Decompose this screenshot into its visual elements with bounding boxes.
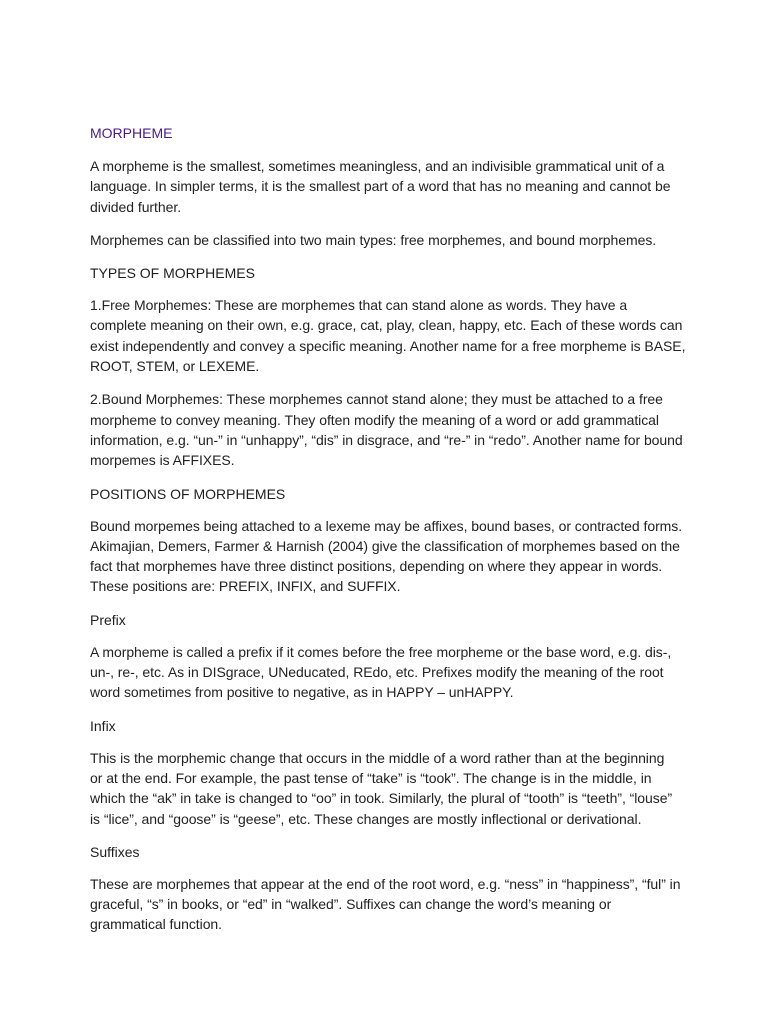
text-line: These positions are: PREFIX, INFIX, and SUFFIX. (90, 578, 401, 595)
text-line: exist independently and convey a specific meaning. Another name for a free morpheme is BASE, (90, 337, 686, 354)
text-line: This is the morphemic change that occurs in the middle of a word rather than at the beginning (90, 749, 665, 766)
text-line: Morphemes can be classified into two main types: free morphemes, and bound morphemes. (90, 231, 657, 248)
text-line: word sometimes from positive to negative, as in HAPPY – unHAPPY. (90, 684, 514, 701)
text-line: information, e.g. “un-” in “unhappy”, “dis” in disgrace, and “re-” in “redo”. Another name for bound (90, 431, 683, 448)
intro-paragraph (90, 156, 686, 217)
text-line: language. In simpler terms, it is the smallest part of a word that has no meaning and cannot be (90, 178, 671, 195)
text-line: These are morphemes that appear at the end of the root word, e.g. “ness” in “happiness”, “ful” in (90, 875, 681, 892)
suffixes-heading: Suffixes (90, 843, 140, 860)
positions-heading: POSITIONS OF MORPHEMES (90, 485, 286, 502)
text-line: 2.Bound Morphemes: These morphemes cannot stand alone; they must be attached to a free (90, 391, 663, 408)
free-morphemes-paragraph (90, 295, 686, 376)
bound-morphemes-paragraph (90, 389, 686, 470)
positions-paragraph (90, 516, 686, 597)
document-page (90, 123, 686, 948)
text-line: fact that morphemes have three distinct positions, depending on where they appear in words. (90, 558, 663, 575)
text-line: un-, re-, etc. As in DISgrace, UNeducated, REdo, etc. Prefixes modify the meaning of the root (90, 664, 664, 681)
infix-heading: Infix (90, 717, 116, 734)
text-line: ROOT, STEM, or LEXEME. (90, 358, 260, 375)
classification-paragraph (90, 230, 686, 250)
prefix-heading: Prefix (90, 611, 126, 628)
text-line: morpemes is AFFIXES. (90, 452, 235, 469)
text-line: Bound morpemes being attached to a lexeme may be affixes, bound bases, or contracted forms. (90, 517, 683, 534)
text-line: A morpheme is the smallest, sometimes meaningless, and an indivisible grammatical unit of a (90, 158, 665, 174)
prefix-paragraph (90, 642, 686, 703)
document-title: MORPHEME (90, 125, 173, 141)
text-line: graceful, “s” in books, or “ed” in “walked”. Suffixes can change the word’s meaning or (90, 896, 612, 913)
text-line: morpheme to convey meaning. They often modify the meaning of a word or add grammatical (90, 411, 659, 428)
suffixes-paragraph (90, 874, 686, 935)
text-line: is “lice”, and “goose” is “geese”, etc. These changes are mostly inflectional or derivational. (90, 810, 642, 827)
text-line: or at the end. For example, the past tense of “take” is “took”. The change is in the middle, in (90, 769, 652, 786)
text-line: complete meaning on their own, e.g. grace, cat, play, clean, happy, etc. Each of these words can (90, 317, 683, 334)
text-line: grammatical function. (90, 916, 223, 933)
infix-paragraph (90, 748, 686, 829)
text-line: which the “ak” in take is changed to “oo” in took. Similarly, the plural of “tooth” is “teeth”, “louse” (90, 790, 673, 807)
text-line: 1.Free Morphemes: These are morphemes that can stand alone as words. They have a (90, 297, 628, 314)
text-line: A morpheme is called a prefix if it comes before the free morpheme or the base word, e.g. dis-, (90, 643, 672, 660)
types-heading: TYPES OF MORPHEMES (90, 265, 255, 282)
text-line: divided further. (90, 198, 182, 215)
text-line: Akimajian, Demers, Farmer & Harnish (2004) give the classification of morphemes based on the (90, 537, 680, 554)
